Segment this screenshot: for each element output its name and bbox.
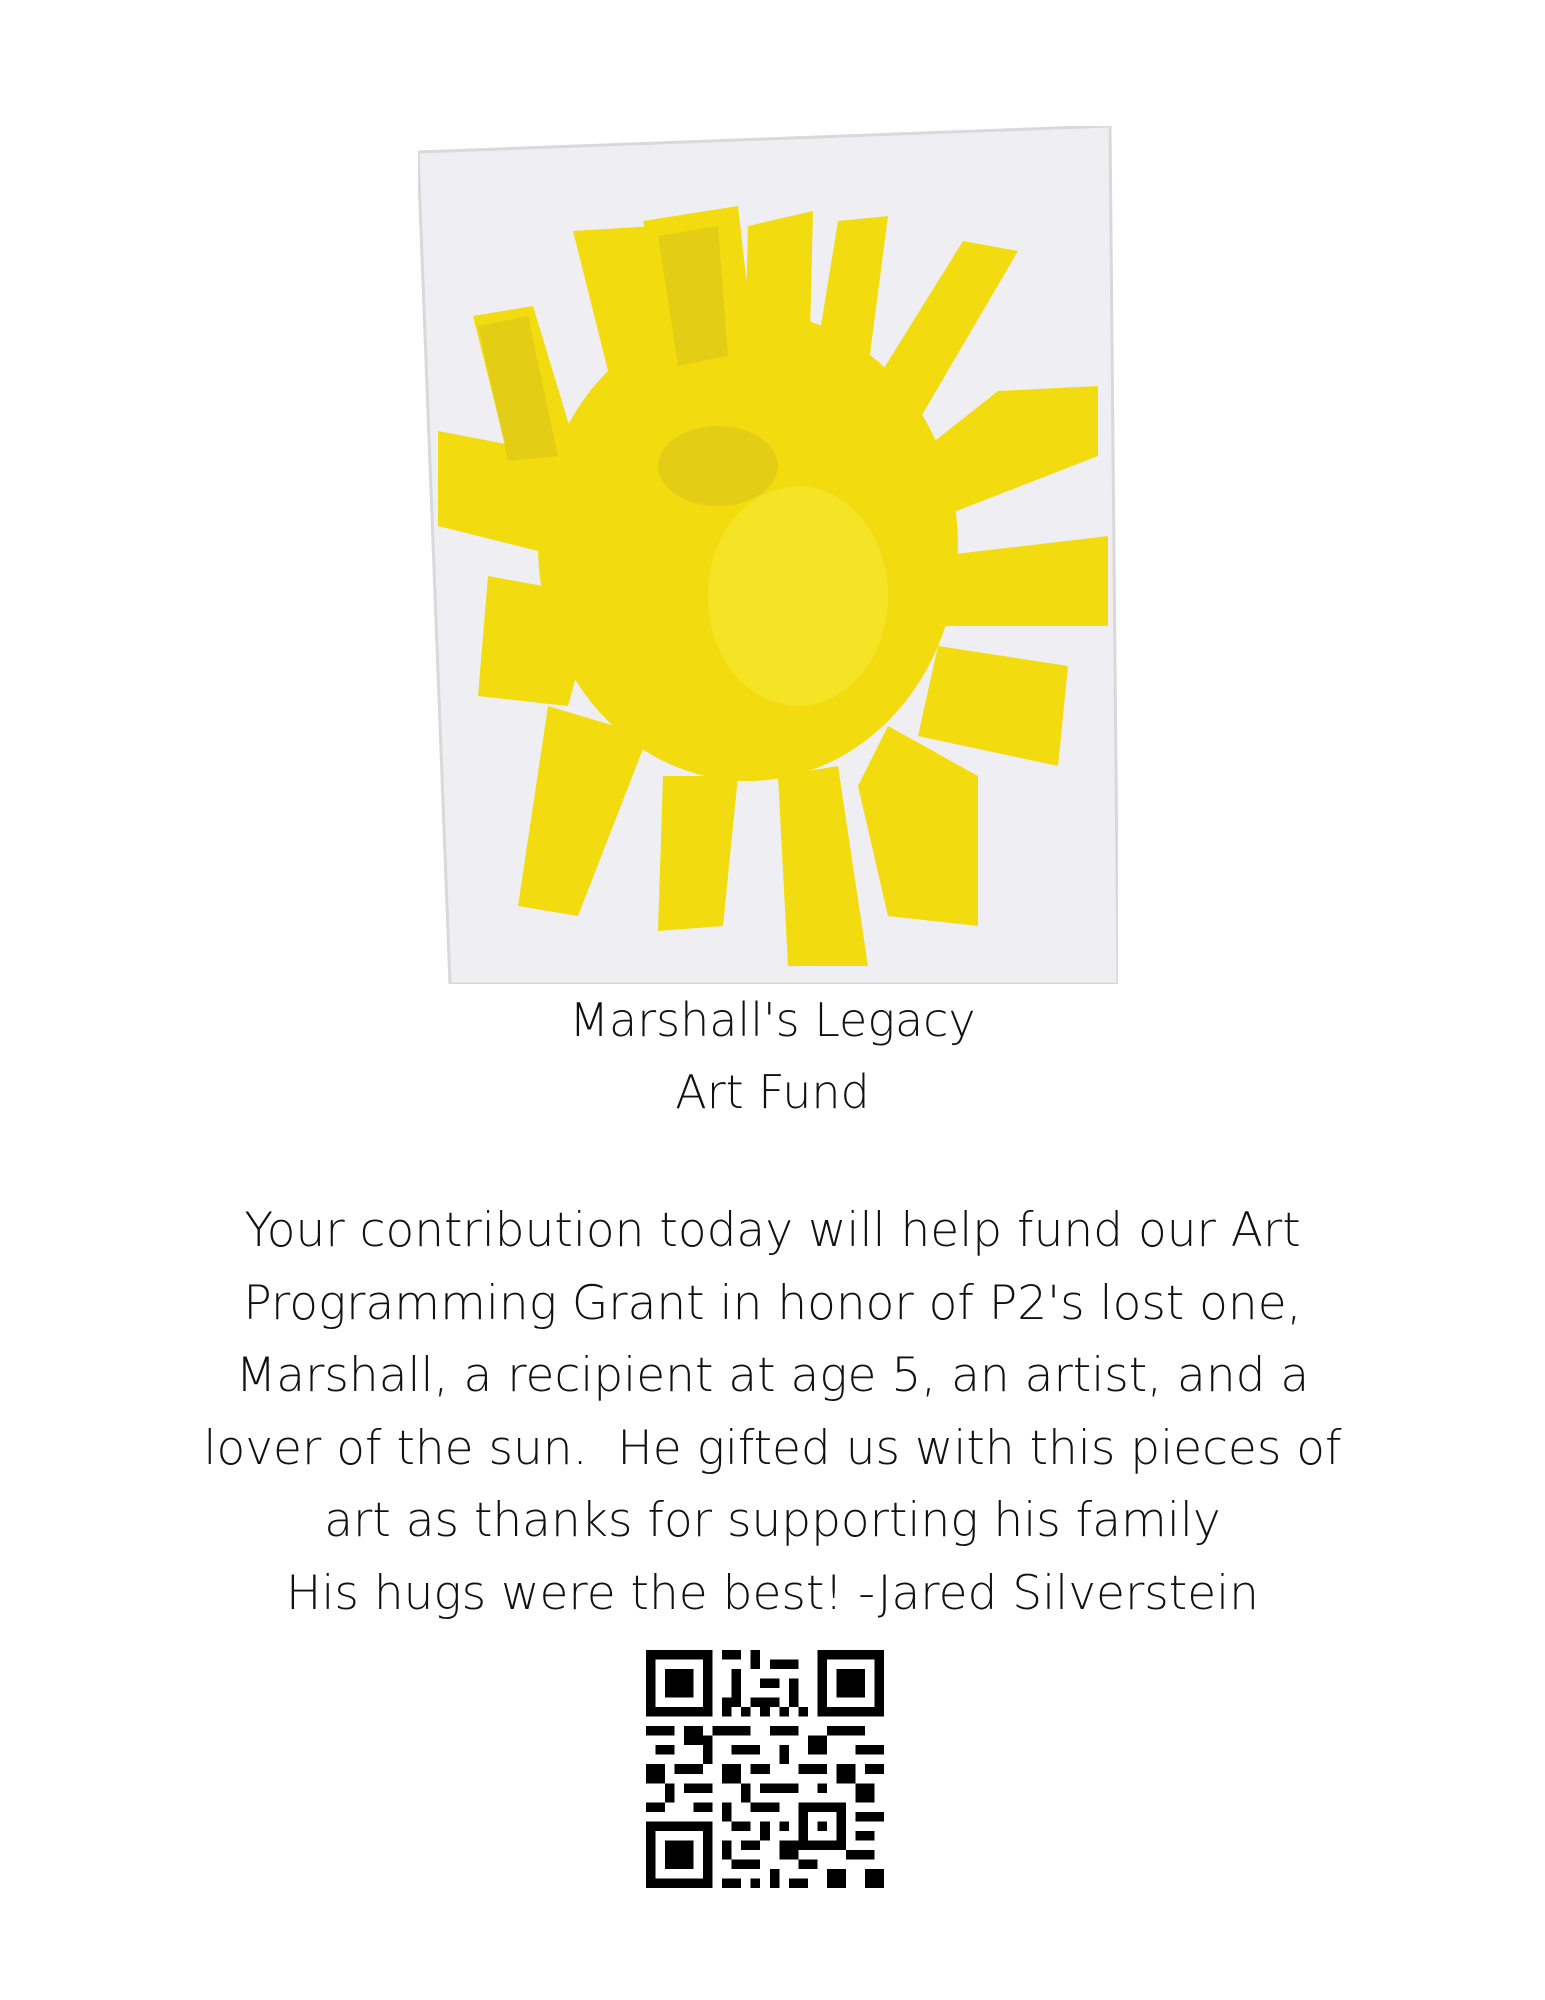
fund-title-line-2: Art Fund xyxy=(675,1065,870,1119)
dedication-line-1: Your contribution today will help fund our Art xyxy=(244,1203,1301,1258)
dedication-line-4: lover of the sun. He gifted us with this pieces of xyxy=(203,1420,1342,1476)
sun-painting-icon xyxy=(418,126,1118,984)
fund-title xyxy=(0,984,1545,1128)
fund-title-line-1: Marshall's Legacy xyxy=(569,993,976,1047)
dedication-line-5: art as thanks for supporting his family xyxy=(324,1493,1221,1548)
donation-qr-code[interactable] xyxy=(646,1650,884,1888)
sun-painting-image xyxy=(418,126,1118,984)
dedication-text xyxy=(0,1195,1545,1630)
qr-code-icon xyxy=(646,1650,884,1888)
dedication-line-3: Marshall, a recipient at age 5, an artist, and a xyxy=(235,1348,1310,1403)
dedication-line-2: Programming Grant in honor of P2's lost one, xyxy=(243,1275,1302,1331)
dedication-line-6: His hugs were the best! -Jared Silverstein xyxy=(286,1565,1259,1621)
